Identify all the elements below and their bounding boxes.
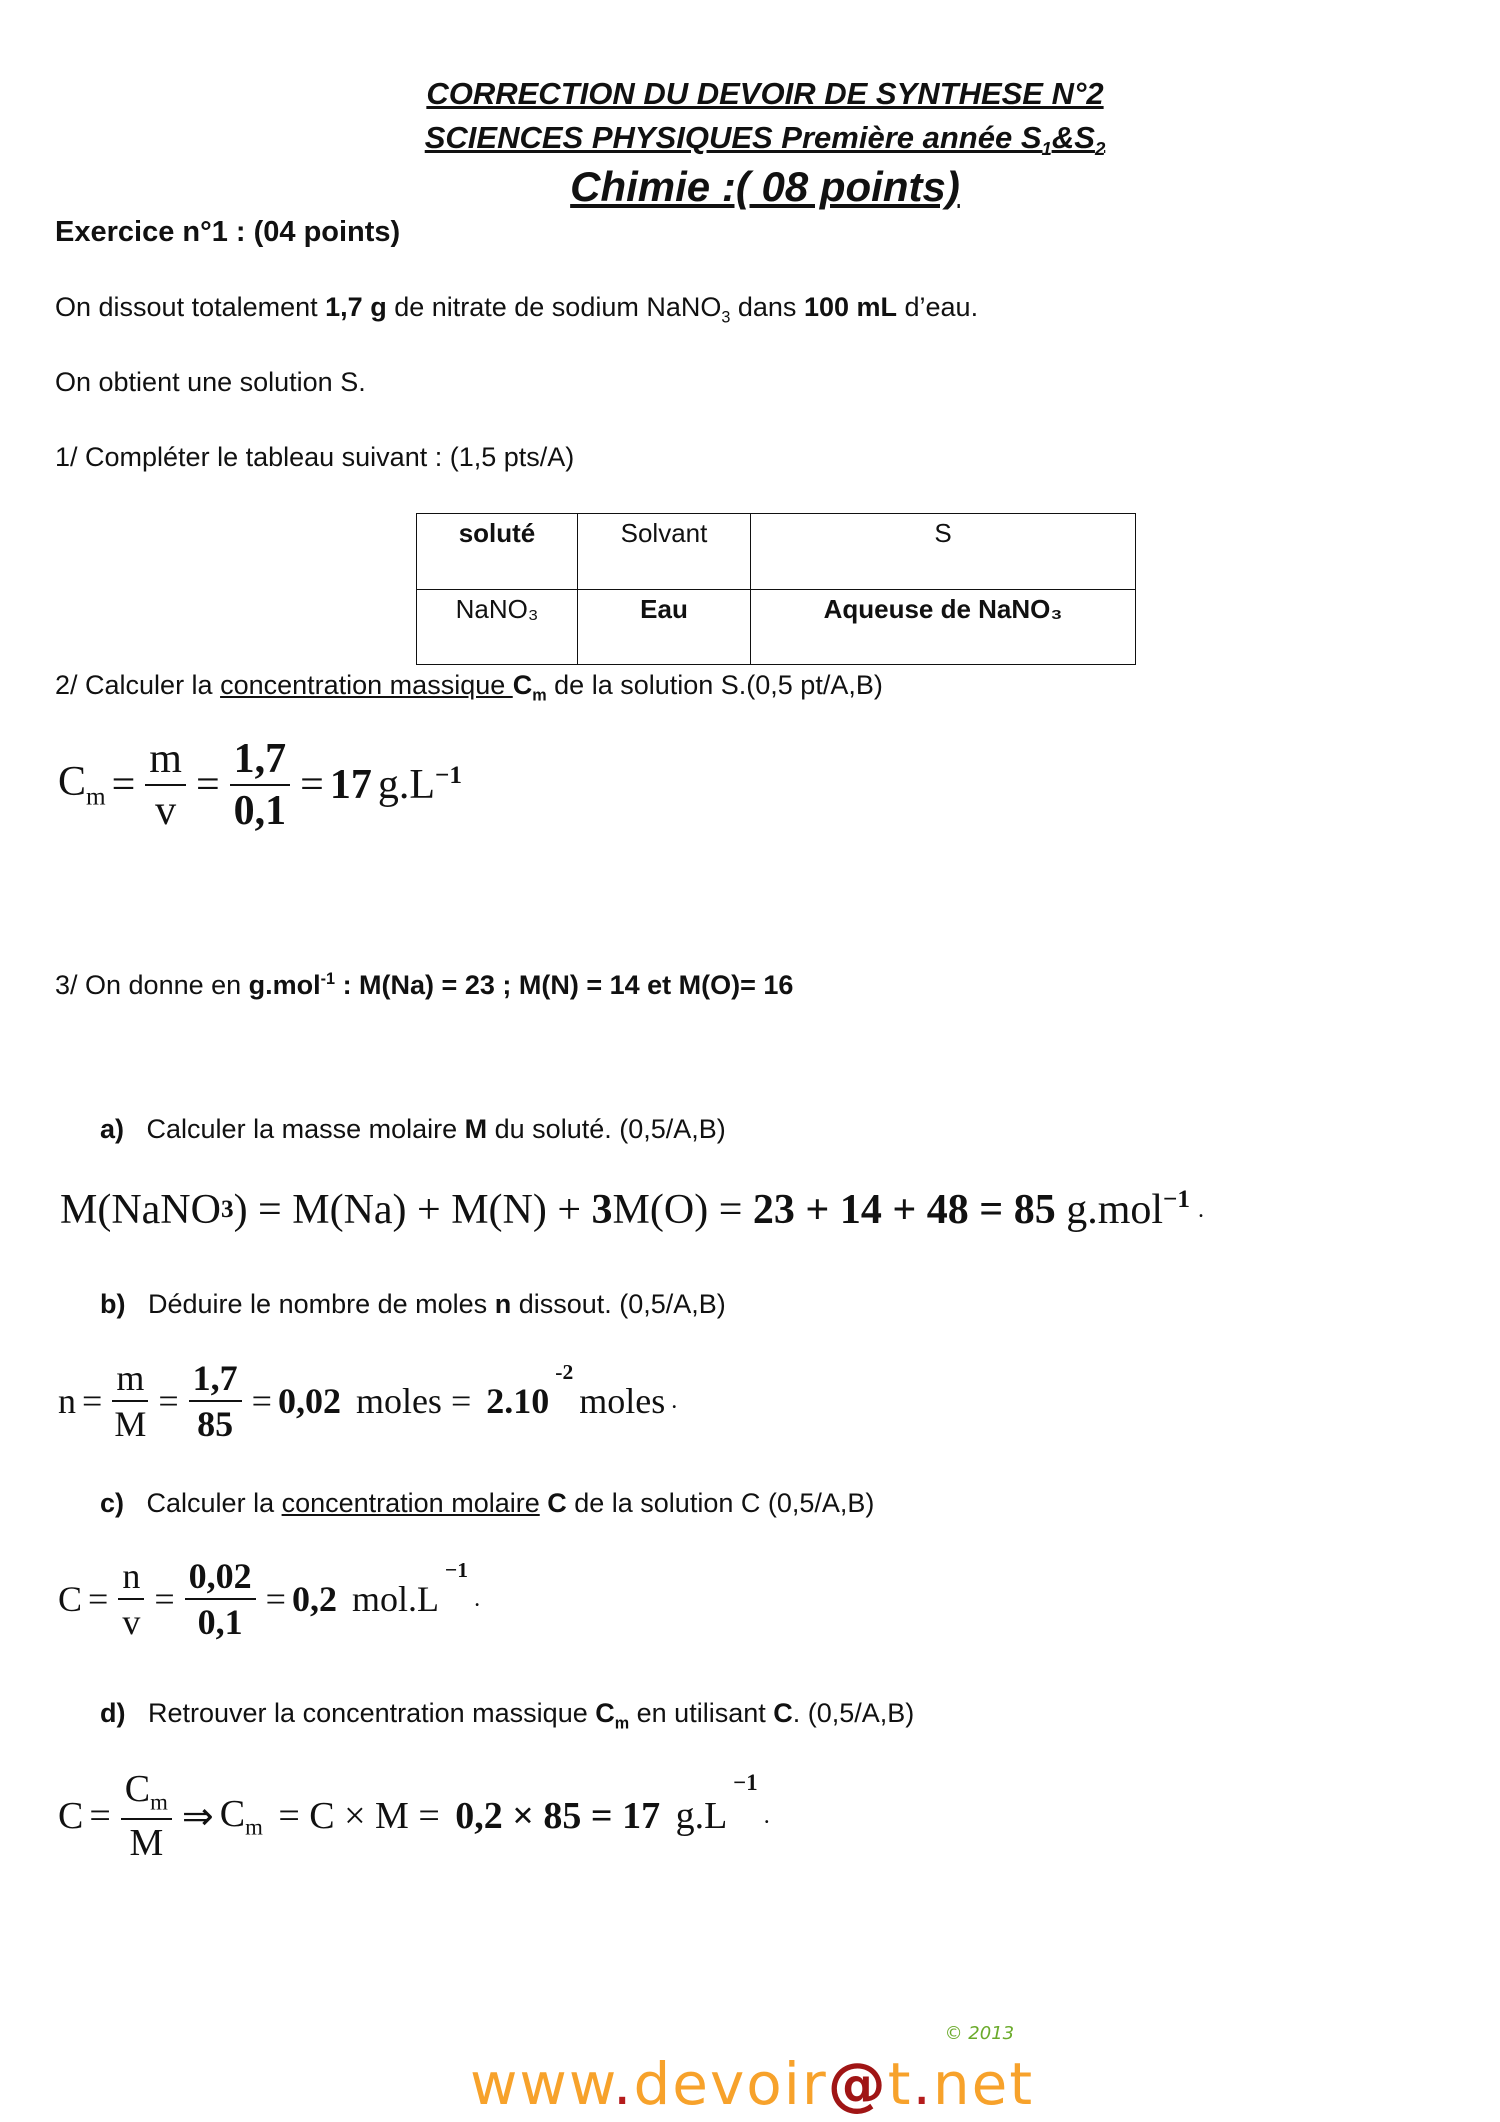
t: www [470, 2050, 613, 2118]
watermark-logo [470, 2023, 1035, 2118]
t: m [112, 1360, 148, 1402]
t: dans [730, 292, 804, 322]
question-1: 1/ Compléter le tableau suivant : (1,5 pts/A) [55, 442, 575, 472]
t: ) = M(Na) + M(N) + [233, 1187, 592, 1233]
volume-value: 100 mL [803, 292, 897, 322]
copyright: © 2013 [944, 2023, 1015, 2044]
t: m [86, 783, 106, 811]
t: : M(Na) = 23 ; M(N) = 14 et M(O)= 16 [335, 970, 794, 1000]
t: en utilisant [629, 1698, 774, 1728]
question-3 [55, 963, 793, 1001]
subtitle-s1: 1 [1041, 138, 1052, 160]
t: 3 [591, 1187, 613, 1233]
section-title: Chimie :( 08 points) [570, 163, 960, 210]
t: de la solution C (0,5/A,B) [566, 1488, 875, 1518]
t: 2/ Calculer la [55, 670, 221, 700]
t: On dissout totalement [55, 292, 326, 322]
underlined-term: concentration molaire [281, 1488, 540, 1518]
t: C [512, 670, 533, 700]
question-3b [100, 1288, 726, 1320]
fraction [189, 1360, 242, 1442]
result: 23 + 14 + 48 = 85 [752, 1187, 1056, 1233]
t: −1 [435, 762, 462, 789]
t: g.mol [248, 970, 321, 1000]
t: −1 [444, 1558, 469, 1582]
table-cell-solvant: Eau [578, 590, 751, 665]
t: C [58, 1579, 83, 1619]
t: M [114, 1404, 147, 1444]
fraction [112, 1360, 148, 1442]
t: . [912, 2050, 933, 2118]
t: d) [100, 1698, 126, 1728]
f [378, 761, 462, 809]
t: 3 [721, 308, 731, 327]
t: 0,02 [185, 1558, 256, 1600]
header-subtitle [0, 120, 1500, 160]
t: n [494, 1289, 512, 1319]
t: . [1198, 1196, 1204, 1223]
t: M(O) = [612, 1187, 753, 1233]
result: 0,2 [291, 1579, 337, 1619]
fraction [230, 738, 291, 832]
t: C [595, 1698, 615, 1728]
subtitle-s2: 2 [1094, 138, 1106, 160]
subtitle-amp: &S [1051, 120, 1095, 155]
t: g.L [377, 762, 435, 808]
t: Calculer la masse molaire [146, 1114, 465, 1144]
t: = C × M = [268, 1795, 450, 1838]
t: C [58, 1795, 84, 1838]
t: t [887, 2050, 913, 2118]
t: -1 [320, 970, 336, 988]
t: 3 [220, 1196, 234, 1223]
t: a) [100, 1114, 125, 1144]
question-2 [55, 669, 883, 711]
t: g.L [666, 1795, 728, 1838]
formula-moles: n = $\frac{m}{M}$ = $\frac{1,7}{85}$ = 0,02 moles = 2.10 $^{-2}$ moles . [58, 1358, 678, 1444]
t: . [613, 2050, 634, 2118]
mass-value: 1,7 g [325, 292, 387, 322]
t: c) [100, 1488, 125, 1518]
formula-verification: C = $\frac{C_m}{M}$ ⇒ $C_m$ = C × M = 0,2 × 85 = 17 g.L $^{-1}$ . [58, 1768, 770, 1865]
t: de nitrate de sodium NaNO [386, 292, 722, 322]
t: d’eau. [897, 292, 979, 322]
t: g.mol [1055, 1187, 1164, 1233]
t: Retrouver la concentration massique [148, 1698, 596, 1728]
t: C [124, 1768, 151, 1810]
t: m [145, 738, 186, 786]
t: m [614, 1714, 630, 1733]
result: 17 [329, 762, 372, 808]
t: m [532, 686, 547, 705]
t: v [155, 788, 177, 834]
t: Calculer la [146, 1488, 282, 1518]
t: −1 [1163, 1186, 1190, 1213]
t: 1,7 [230, 738, 291, 786]
intro-line-1 [55, 291, 978, 333]
t: @ [827, 2050, 888, 2118]
table-header-solute: soluté [417, 514, 578, 590]
t [121, 1770, 172, 1820]
fraction [118, 1558, 144, 1640]
t: 1,7 [189, 1360, 242, 1402]
table-header-s: S [751, 514, 1136, 590]
result: 0,02 [277, 1381, 341, 1421]
header-title: CORRECTION DU DEVOIR DE SYNTHESE N°2 [426, 76, 1104, 111]
result: 0,2 × 85 = 17 [455, 1795, 661, 1838]
t: moles = [346, 1381, 481, 1421]
answer-table [416, 513, 1136, 665]
t: 0,1 [233, 788, 287, 834]
t: devoir [633, 2050, 828, 2118]
question-3c [100, 1487, 874, 1519]
t: de la solution S.(0,5 pt/A,B) [546, 670, 883, 700]
t: C [58, 759, 87, 806]
formula-molar-mass [60, 1186, 1204, 1234]
t: 3/ On donne en [55, 970, 249, 1000]
t: m [245, 1814, 263, 1840]
t: M [129, 1822, 164, 1865]
t: moles [579, 1381, 666, 1421]
t: C [773, 1698, 793, 1728]
table-cell-s: Aqueuse de NaNO₃ [751, 590, 1136, 665]
formula-concentration: C = $\frac{n}{v}$ = $\frac{0,02}{0,1}$ = 0,2 mol.L $^{-1}$ . [58, 1556, 481, 1642]
formula-cm: $C_m$ = $\frac{m}{v}$ = $\frac{1,7}{0,1}$ = 17 $g.L^{-1}$ [58, 736, 462, 834]
result: 2.10 [486, 1381, 550, 1421]
t: 85 [197, 1404, 234, 1444]
t: −1 [733, 1770, 758, 1795]
fraction [121, 1768, 172, 1865]
exercise-title: Exercice n°1 : (04 points) [55, 216, 401, 248]
t: net [932, 2050, 1035, 2118]
table-cell-solute: NaNO₃ [417, 590, 578, 665]
question-3d [100, 1697, 914, 1739]
t: M(NaNO [60, 1187, 221, 1233]
t: -2 [555, 1360, 574, 1384]
fraction [145, 738, 186, 832]
t: . [474, 1585, 481, 1612]
t: dissout. (0,5/A,B) [511, 1289, 726, 1319]
t: . (0,5/A,B) [792, 1698, 915, 1728]
t: . [763, 1802, 770, 1829]
intro-line-2: On obtient une solution S. [55, 367, 366, 397]
f [58, 758, 106, 811]
implies-symbol: ⇒ [181, 1795, 214, 1838]
t: 0,1 [197, 1602, 243, 1642]
t: n [58, 1381, 76, 1421]
t: b) [100, 1289, 126, 1319]
underlined-term: concentration massique [220, 670, 513, 700]
t: Déduire le nombre de moles [148, 1289, 495, 1319]
t: du soluté. (0,5/A,B) [487, 1114, 726, 1144]
t: n [118, 1558, 144, 1600]
t: C [539, 1488, 567, 1518]
t: m [150, 1789, 168, 1815]
t: mol.L [342, 1579, 439, 1619]
subtitle-text: SCIENCES PHYSIQUES Première année S [424, 120, 1042, 155]
t: M [464, 1114, 488, 1144]
t: . [671, 1387, 678, 1414]
t: C [219, 1792, 246, 1835]
f [220, 1792, 263, 1841]
table-header-solvant: Solvant [578, 514, 751, 590]
question-3a [100, 1113, 726, 1145]
t: v [122, 1602, 141, 1642]
fraction [185, 1558, 256, 1640]
